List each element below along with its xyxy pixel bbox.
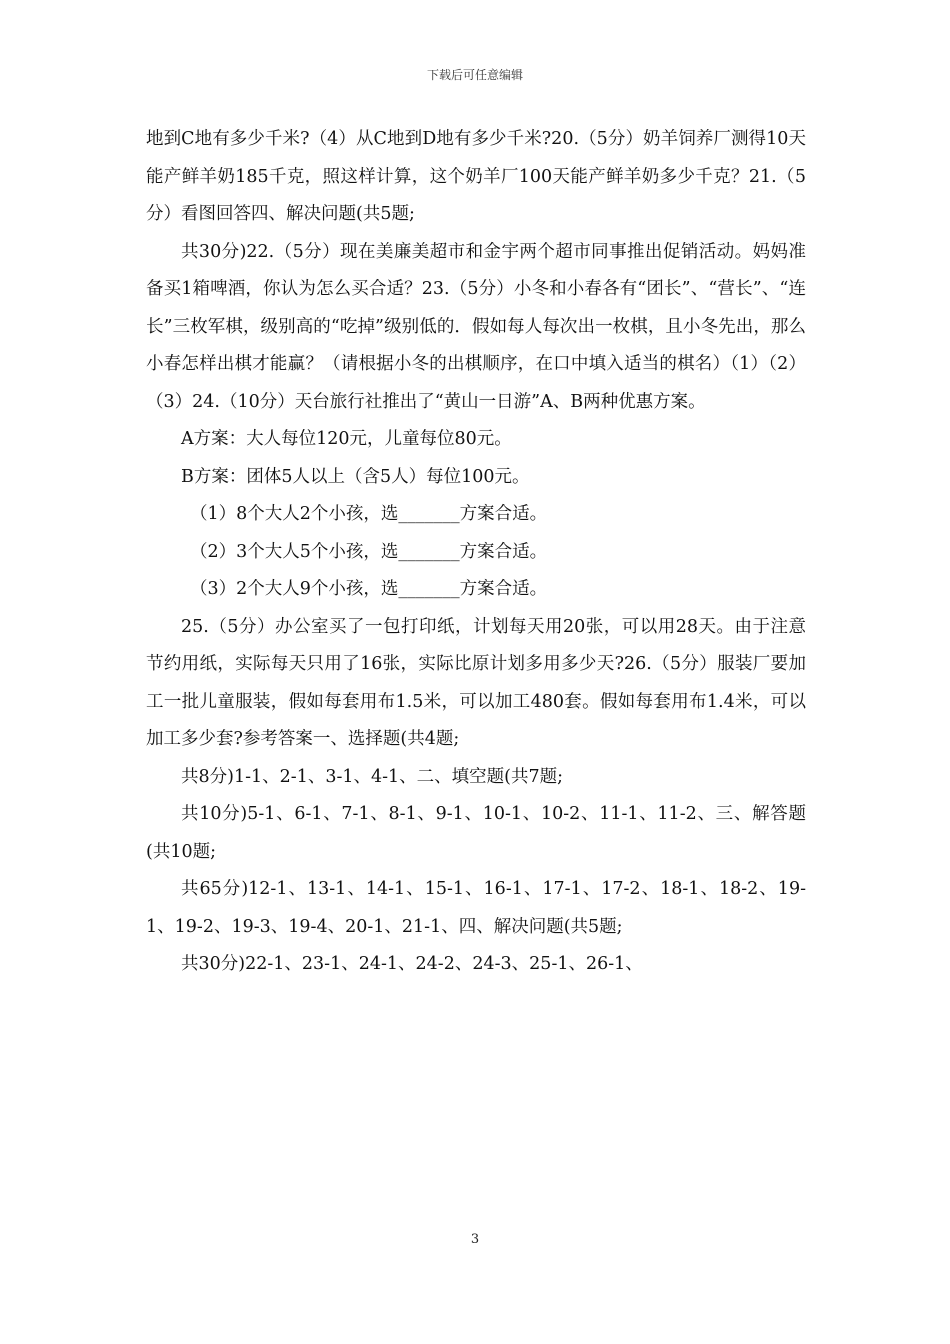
paragraph-question-1: （1）8个大人2个小孩，选_______方案合适。	[190, 504, 548, 524]
paragraph-plan-a: A方案：大人每位120元，儿童每位80元。	[181, 429, 512, 449]
paragraph-answer-section-3: 共65分)12-1、13-1、14-1、15-1、16-1、17-1、17-2、18-1、18-2、19-1、19-2、19-3、19-4、20-1、21-1、四、解决问题(共5题;	[146, 879, 806, 937]
document-body	[146, 121, 806, 984]
paragraph-question-2: （2）3个大人5个小孩，选_______方案合适。	[190, 541, 548, 562]
paragraph-problems-19-21: 地到C地有多少千米?（4）从C地到D地有多少千米?20.（5分）奶羊饲养厂测得10天能产鲜羊奶185千克，照这样计算，这个奶羊厂100天能产鲜羊奶多少千克？21.（5分）看图回答四、解决问题(共5题;	[146, 129, 806, 224]
paragraph-problems-22-24: 共30分)22.（5分）现在美廉美超市和金宇两个超市同事推出促销活动。妈妈准备买1箱啤酒，你认为怎么买合适？23.（5分）小冬和小春各有“团长”、“营长”、“连长”三枚军棋，级别高的“吃掉”级别低的．假如每人每次出一枚棋，且小冬先出，那么小春怎样出棋才能赢？（请根据小冬的出棋顺序，在口中填入适当的棋名）（1）（2）（3）24.（10分）天台旅行社推出了“黄山一日游”A、B两种优惠方案。	[146, 241, 806, 412]
page-number: 3	[470, 1232, 480, 1247]
paragraph-answer-section-4: 共30分)22-1、23-1、24-1、24-2、24-3、25-1、26-1、	[181, 954, 643, 974]
paragraph-answer-section-2: 共10分)5-1、6-1、7-1、8-1、9-1、10-1、10-2、11-1、11-2、三、解答题(共10题;	[146, 804, 806, 862]
paragraph-answer-section-1: 共8分)1-1、2-1、3-1、4-1、二、填空题(共7题;	[181, 766, 564, 787]
paragraph-question-3: （3）2个大人9个小孩，选_______方案合适。	[190, 579, 548, 599]
paragraph-plan-b: B方案：团体5人以上（含5人）每位100元。	[181, 466, 530, 487]
paragraph-problems-25-26: 25.（5分）办公室买了一包打印纸，计划每天用20张，可以用28天。由于注意节约用纸，实际每天只用了16张，实际比原计划多用多少天?26.（5分）服装厂要加工一批儿童服装，假如每套用布1.5米，可以加工480套。假如每套用布1.4米，可以加工多少套?参考答案一、选择题(共4题;	[146, 616, 806, 749]
page-header: 下载后可任意编辑	[426, 68, 523, 82]
